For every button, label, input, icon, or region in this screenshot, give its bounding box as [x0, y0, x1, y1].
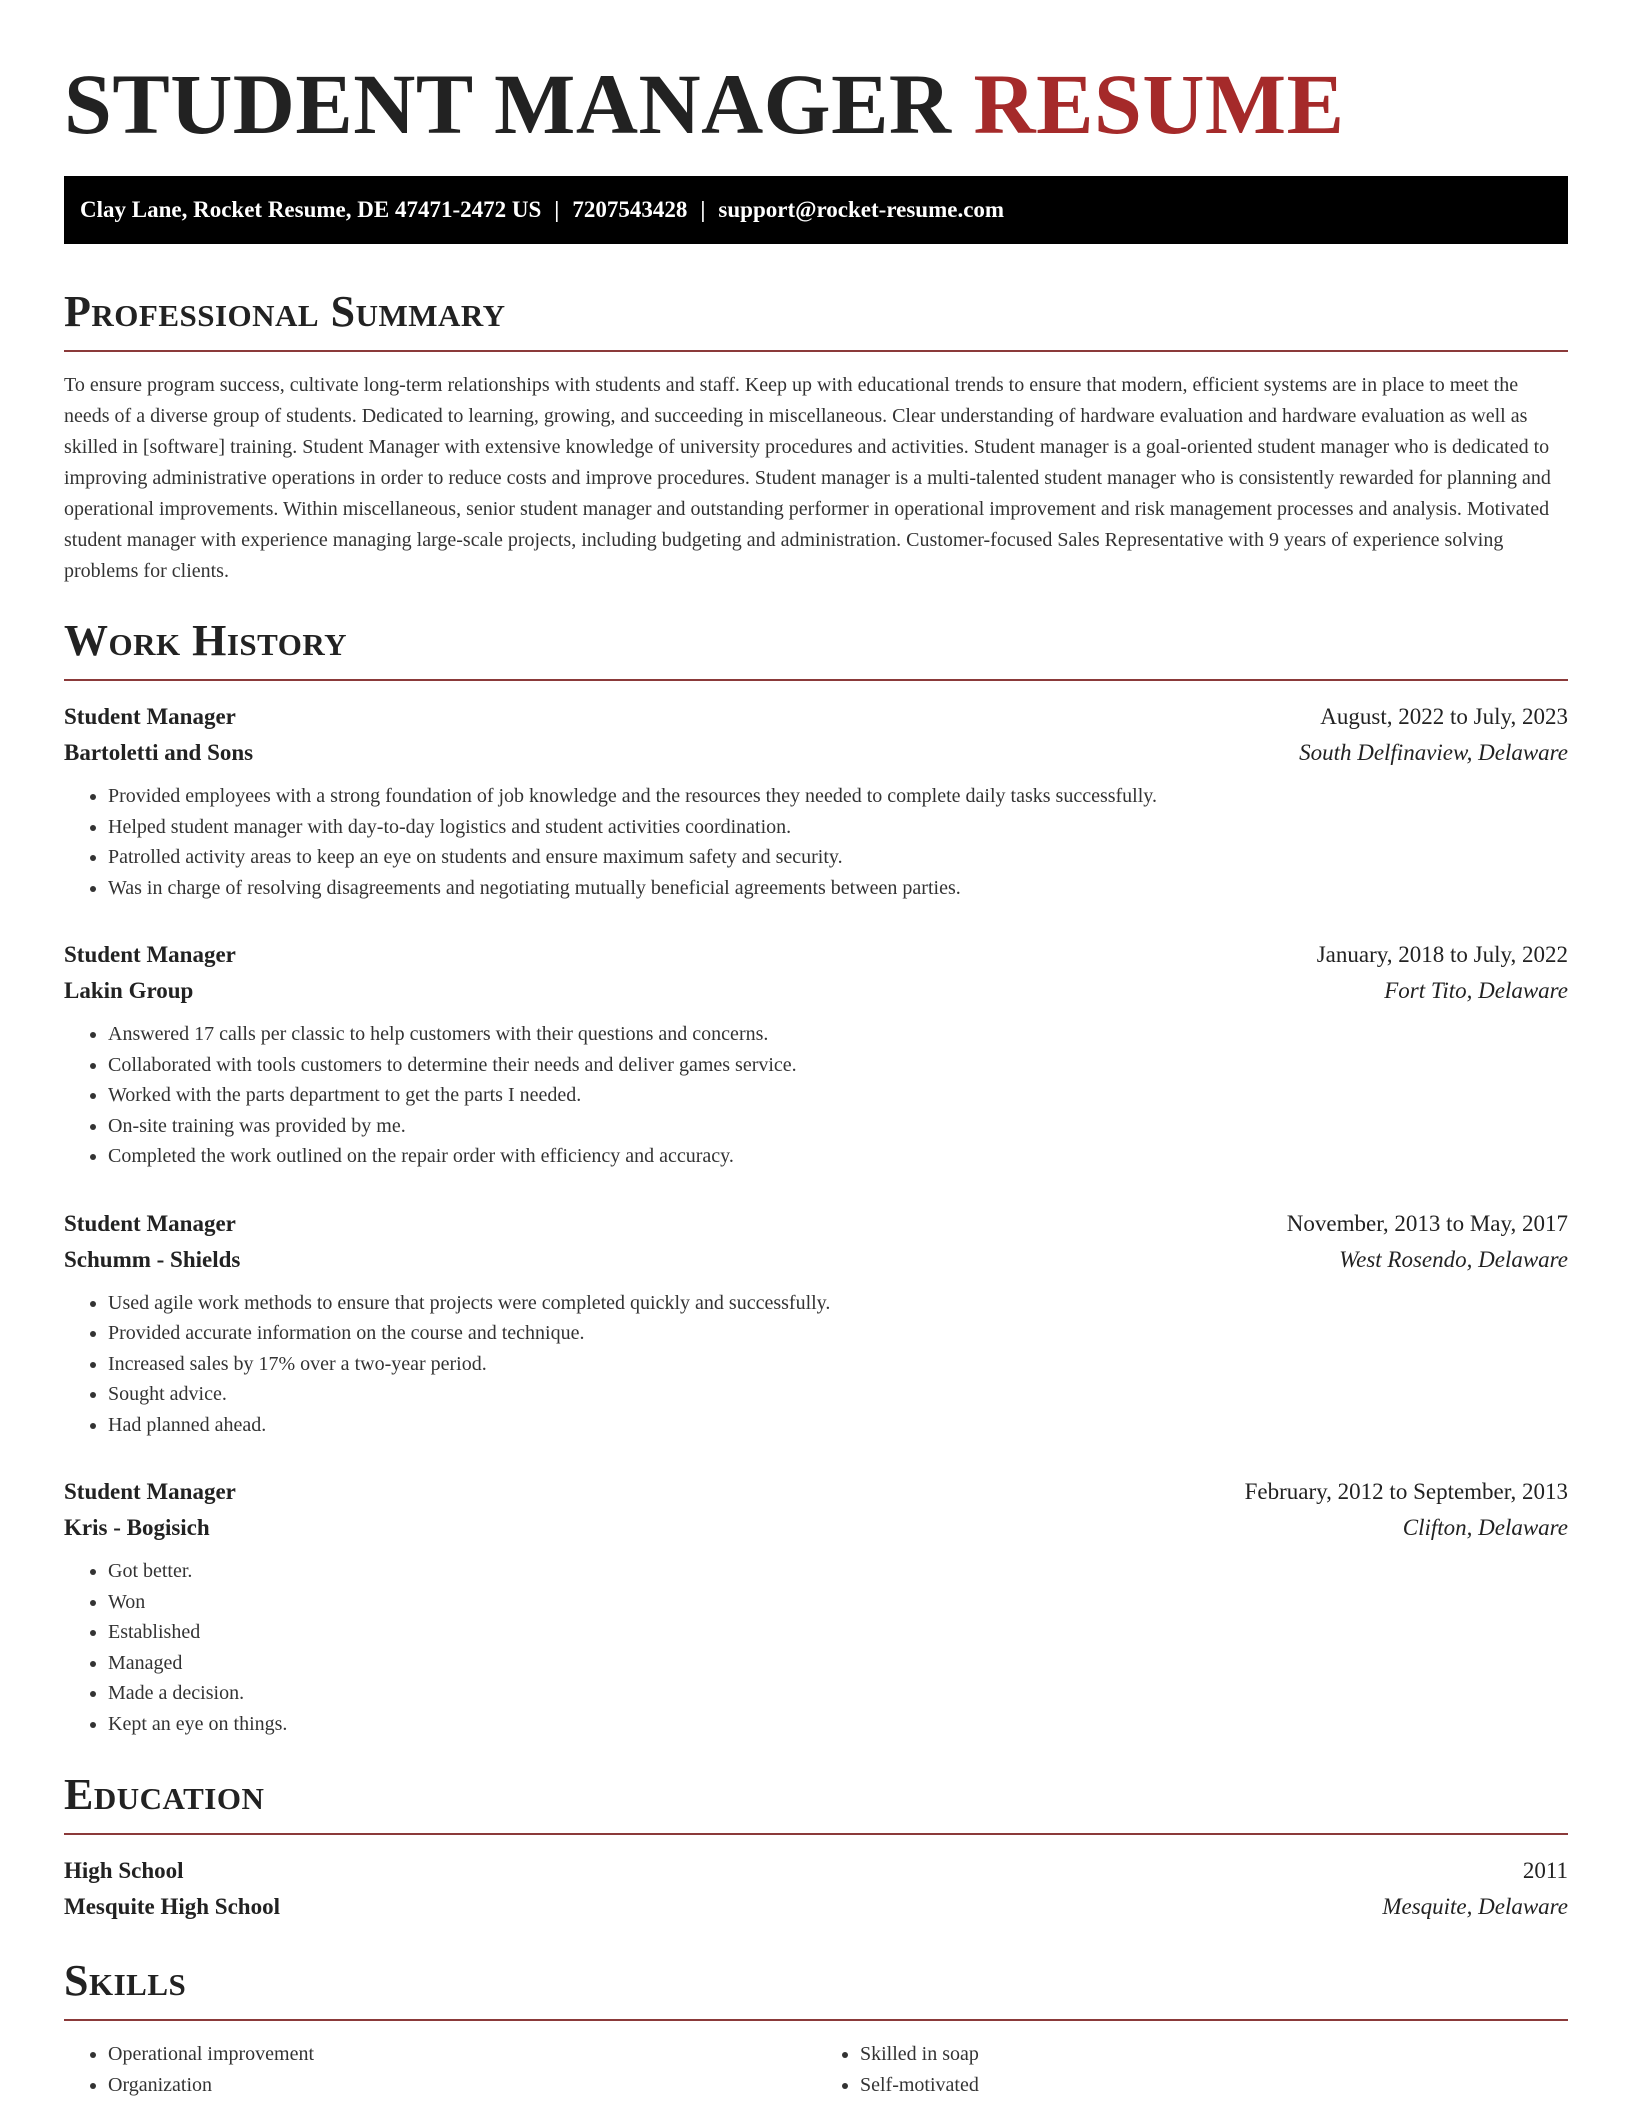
- job-location: West Rosendo, Delaware: [1339, 1246, 1568, 1272]
- job-bullet: • Was in charge of resolving disagreements and negotiating mutually beneficial agreements between parties.: [108, 873, 1568, 904]
- job-bullets: [64, 1556, 1568, 1739]
- work-history-heading: Work History: [64, 613, 1568, 681]
- job-bullet: • Had planned ahead.: [108, 1410, 1568, 1441]
- job-company: Lakin Group: [64, 978, 194, 1003]
- job-header-row: [64, 699, 1568, 735]
- job-bullet: • Got better.: [108, 1556, 1568, 1587]
- job-bullet: • Managed: [108, 1648, 1568, 1679]
- job-company-row: [64, 1510, 1568, 1546]
- job-bullet: • Worked with the parts department to get the parts I needed.: [108, 1080, 1568, 1111]
- job-title: Student Manager: [64, 942, 236, 967]
- job-bullet: • Kept an eye on things.: [108, 1709, 1568, 1740]
- skills-column-right: [816, 2039, 1568, 2100]
- job-bullet: • Established: [108, 1617, 1568, 1648]
- skills-column-left: [64, 2039, 816, 2100]
- skills-list-left: [64, 2039, 816, 2100]
- skills-heading: Skills: [64, 1953, 1568, 2021]
- education-location: Mesquite, Delaware: [1382, 1894, 1568, 1919]
- skills-section: [64, 1953, 1568, 2100]
- job-bullet: • Increased sales by 17% over a two-year period.: [108, 1349, 1568, 1380]
- education-heading: Education: [64, 1767, 1568, 1835]
- job-bullet: • Used agile work methods to ensure that projects were completed quickly and successfully.: [108, 1288, 1568, 1319]
- summary-heading: Professional Summary: [64, 284, 1568, 352]
- work-history-section: [64, 613, 1568, 1739]
- job-title: Student Manager: [64, 1479, 236, 1504]
- education-entry: [64, 1853, 1568, 1925]
- job-dates: August, 2022 to July, 2023: [1320, 704, 1568, 729]
- job-title: Student Manager: [64, 1210, 236, 1236]
- job-bullet: • On-site training was provided by me.: [108, 1111, 1568, 1142]
- job-company-row: [64, 973, 1568, 1009]
- job-dates: February, 2012 to September, 2013: [1244, 1479, 1568, 1504]
- job-location: South Delfinaview, Delaware: [1299, 740, 1568, 765]
- job-bullet: • Made a decision.: [108, 1678, 1568, 1709]
- contact-address: Clay Lane, Rocket Resume, DE 47471-2472 US: [80, 197, 542, 222]
- summary-section: [64, 284, 1568, 587]
- job-bullet: • Won: [108, 1587, 1568, 1618]
- education-school: Mesquite High School: [64, 1894, 280, 1919]
- summary-text: To ensure program success, cultivate long-term relationships with students and staff. Keep up with educational trends to ensure that modern, efficient systems are in place to meet the needs of a diverse group of students. Dedicated to learning, growing, and succeeding in miscellaneous. Clear understanding of hardware evaluation and hardware evaluation as well as skilled in [software] training. Student Manager with extensive knowledge of university procedures and activities. Student manager is a goal-oriented student manager who is dedicated to improving administrative operations in order to reduce costs and improve procedures. Student manager is a multi-talented student manager who is consistently rewarded for planning and operational improvements. Within miscellaneous, senior student manager and outstanding performer in operational improvement and risk management processes and analysis. Motivated student manager with experience managing large-scale projects, including budgeting and administration. Customer-focused Sales Representative with 9 years of experience solving problems for clients.: [64, 374, 1551, 582]
- job-location: Clifton, Delaware: [1402, 1515, 1568, 1540]
- contact-email: support@rocket-resume.com: [718, 197, 1005, 222]
- job-company: Schumm - Shields: [64, 1246, 241, 1272]
- skills-grid: [64, 2039, 1568, 2100]
- job-entry: [64, 699, 1568, 903]
- job-entry: [64, 1474, 1568, 1739]
- title-accent: RESUME: [973, 56, 1345, 152]
- job-header-row: [64, 1206, 1568, 1242]
- education-section: [64, 1767, 1568, 1925]
- job-bullets: [64, 1019, 1568, 1172]
- resume-title: [64, 0, 1568, 154]
- title-main: STUDENT MANAGER: [64, 56, 952, 152]
- contact-separator: |: [554, 197, 560, 222]
- job-bullet: • Provided employees with a strong foundation of job knowledge and the resources they needed to complete daily tasks successfully.: [108, 781, 1568, 812]
- job-bullets: [64, 781, 1568, 903]
- job-entry: [64, 1206, 1568, 1441]
- job-bullet: • Answered 17 calls per classic to help customers with their questions and concerns.: [108, 1019, 1568, 1050]
- contact-phone: 7207543428: [572, 197, 688, 222]
- job-bullet: • Helped student manager with day-to-day logistics and student activities coordination.: [108, 812, 1568, 843]
- job-bullet: • Collaborated with tools customers to determine their needs and deliver games service.: [108, 1050, 1568, 1081]
- job-location: Fort Tito, Delaware: [1384, 978, 1568, 1003]
- job-dates: January, 2018 to July, 2022: [1316, 942, 1568, 967]
- education-degree: High School: [64, 1858, 184, 1883]
- job-entry: [64, 937, 1568, 1172]
- education-school-row: [64, 1889, 1568, 1925]
- contact-separator: |: [700, 197, 706, 222]
- job-title: Student Manager: [64, 704, 236, 729]
- job-company-row: [64, 735, 1568, 771]
- job-header-row: [64, 1474, 1568, 1510]
- job-company-row: [64, 1242, 1568, 1278]
- job-bullet: • Provided accurate information on the course and technique.: [108, 1318, 1568, 1349]
- contact-bar: [64, 176, 1568, 244]
- job-bullet: • Sought advice.: [108, 1379, 1568, 1410]
- education-header-row: [64, 1853, 1568, 1889]
- job-bullets: [64, 1288, 1568, 1441]
- job-dates: November, 2013 to May, 2017: [1286, 1210, 1568, 1236]
- skill-item: • Organization: [108, 2070, 816, 2101]
- skill-item: • Skilled in soap: [860, 2039, 1568, 2070]
- job-company: Kris - Bogisich: [64, 1515, 210, 1540]
- job-bullet: • Completed the work outlined on the repair order with efficiency and accuracy.: [108, 1141, 1568, 1172]
- skill-item: • Self-motivated: [860, 2070, 1568, 2101]
- job-bullet: • Patrolled activity areas to keep an eye on students and ensure maximum safety and security.: [108, 842, 1568, 873]
- skill-item: • Operational improvement: [108, 2039, 816, 2070]
- job-header-row: [64, 937, 1568, 973]
- education-year: 2011: [1522, 1858, 1568, 1883]
- job-company: Bartoletti and Sons: [64, 740, 254, 765]
- skills-list-right: [816, 2039, 1568, 2100]
